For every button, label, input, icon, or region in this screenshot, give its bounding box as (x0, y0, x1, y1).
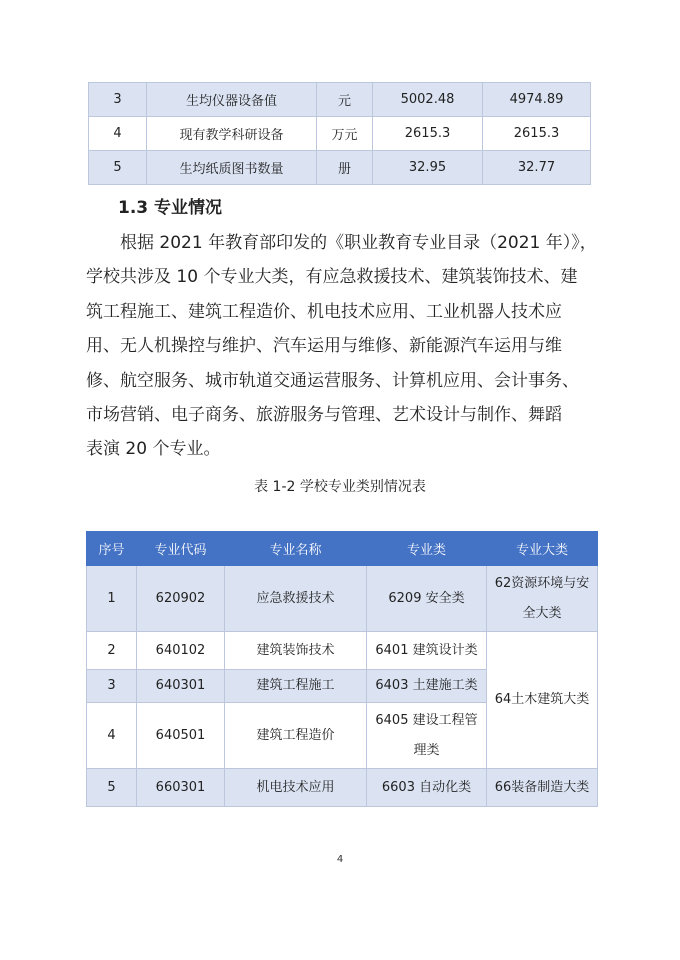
paragraph-line: 学校共涉及 10 个专业大类，有应急救援技术、建筑装饰技术、建 (86, 267, 578, 288)
row-number: 5 (89, 151, 147, 185)
major-code: 640102 (137, 632, 225, 670)
item-name: 现有教学科研设备 (147, 117, 317, 151)
page-number: 4 (336, 854, 344, 865)
table-header-row (87, 532, 598, 566)
value-2: 32.77 (483, 151, 591, 185)
row-number: 5 (87, 769, 137, 807)
big-class-line: 全大类 (522, 605, 562, 621)
header-big-class: 专业大类 (487, 532, 598, 566)
item-name: 生均纸质图书数量 (147, 151, 317, 185)
major-code: 640301 (137, 670, 225, 703)
paragraph-line: 筑工程施工、建筑工程造价、机电技术应用、工业机器人技术应 (86, 301, 562, 322)
major-class-line: 6405 建设工程管 (375, 712, 478, 728)
big-class-line: 64土木建筑大类 (494, 692, 590, 707)
major-name: 建筑工程施工 (225, 670, 367, 703)
table-row (89, 117, 591, 151)
row-number: 3 (89, 83, 147, 117)
row-number: 3 (87, 670, 137, 703)
row-number: 2 (87, 632, 137, 670)
table-caption: 表 1-2 学校专业类别情况表 (254, 479, 426, 495)
unit: 元 (317, 83, 373, 117)
paragraph-line: 根据 2021 年教育部印发的《职业教育专业目录（2021 年）》， (120, 233, 597, 253)
major-code: 660301 (137, 769, 225, 807)
major-name: 建筑工程造价 (225, 703, 367, 769)
value-2: 2615.3 (483, 117, 591, 151)
unit: 册 (317, 151, 373, 185)
header-name: 专业名称 (225, 532, 367, 566)
value-1: 2615.3 (373, 117, 483, 151)
major-big-class (487, 566, 598, 632)
major-class-line: 6403 土建施工类 (375, 678, 478, 693)
value-1: 32.95 (373, 151, 483, 185)
unit: 万元 (317, 117, 373, 151)
item-name: 生均仪器设备值 (147, 83, 317, 117)
row-number: 4 (87, 703, 137, 769)
table-row (87, 769, 598, 807)
major-name: 应急救援技术 (225, 566, 367, 632)
major-class-line: 理类 (413, 742, 440, 758)
section-paragraph (86, 226, 608, 467)
table-row (87, 566, 598, 632)
major-class-line: 6603 自动化类 (381, 779, 472, 795)
paragraph-line: 用、无人机操控与维护、汽车运用与维修、新能源汽车运用与维 (86, 336, 562, 357)
value-2: 4974.89 (483, 83, 591, 117)
major-class (367, 566, 487, 632)
value-1: 5002.48 (373, 83, 483, 117)
paragraph-line: 修、航空服务、城市轨道交通运营服务、计算机应用、会计事务、 (86, 370, 579, 391)
major-big-class (487, 632, 598, 769)
major-class-line: 6401 建筑设计类 (375, 642, 478, 658)
major-big-class (487, 769, 598, 807)
table-row (89, 151, 591, 185)
major-code: 620902 (137, 566, 225, 632)
table-row (89, 83, 591, 117)
paragraph-line: 市场营销、电子商务、旅游服务与管理、艺术设计与制作、舞蹈 (86, 405, 562, 426)
row-number: 4 (89, 117, 147, 151)
major-class (367, 769, 487, 807)
table-row (87, 632, 598, 670)
header-code: 专业代码 (137, 532, 225, 566)
paragraph-line: 表演 20 个专业。 (86, 439, 221, 460)
major-table (86, 531, 598, 807)
header-no: 序号 (87, 532, 137, 566)
major-class (367, 670, 487, 703)
big-class-line: 62资源环境与安 (494, 575, 590, 591)
major-name: 建筑装饰技术 (225, 632, 367, 670)
header-class: 专业类 (367, 532, 487, 566)
stats-table (88, 82, 591, 185)
big-class-line: 66装备制造大类 (494, 779, 590, 795)
section-heading: 1.3 专业情况 (118, 198, 223, 218)
major-class (367, 703, 487, 769)
major-name: 机电技术应用 (225, 769, 367, 807)
major-code: 640501 (137, 703, 225, 769)
row-number: 1 (87, 566, 137, 632)
major-class-line: 6209 安全类 (388, 590, 465, 606)
major-class (367, 632, 487, 670)
